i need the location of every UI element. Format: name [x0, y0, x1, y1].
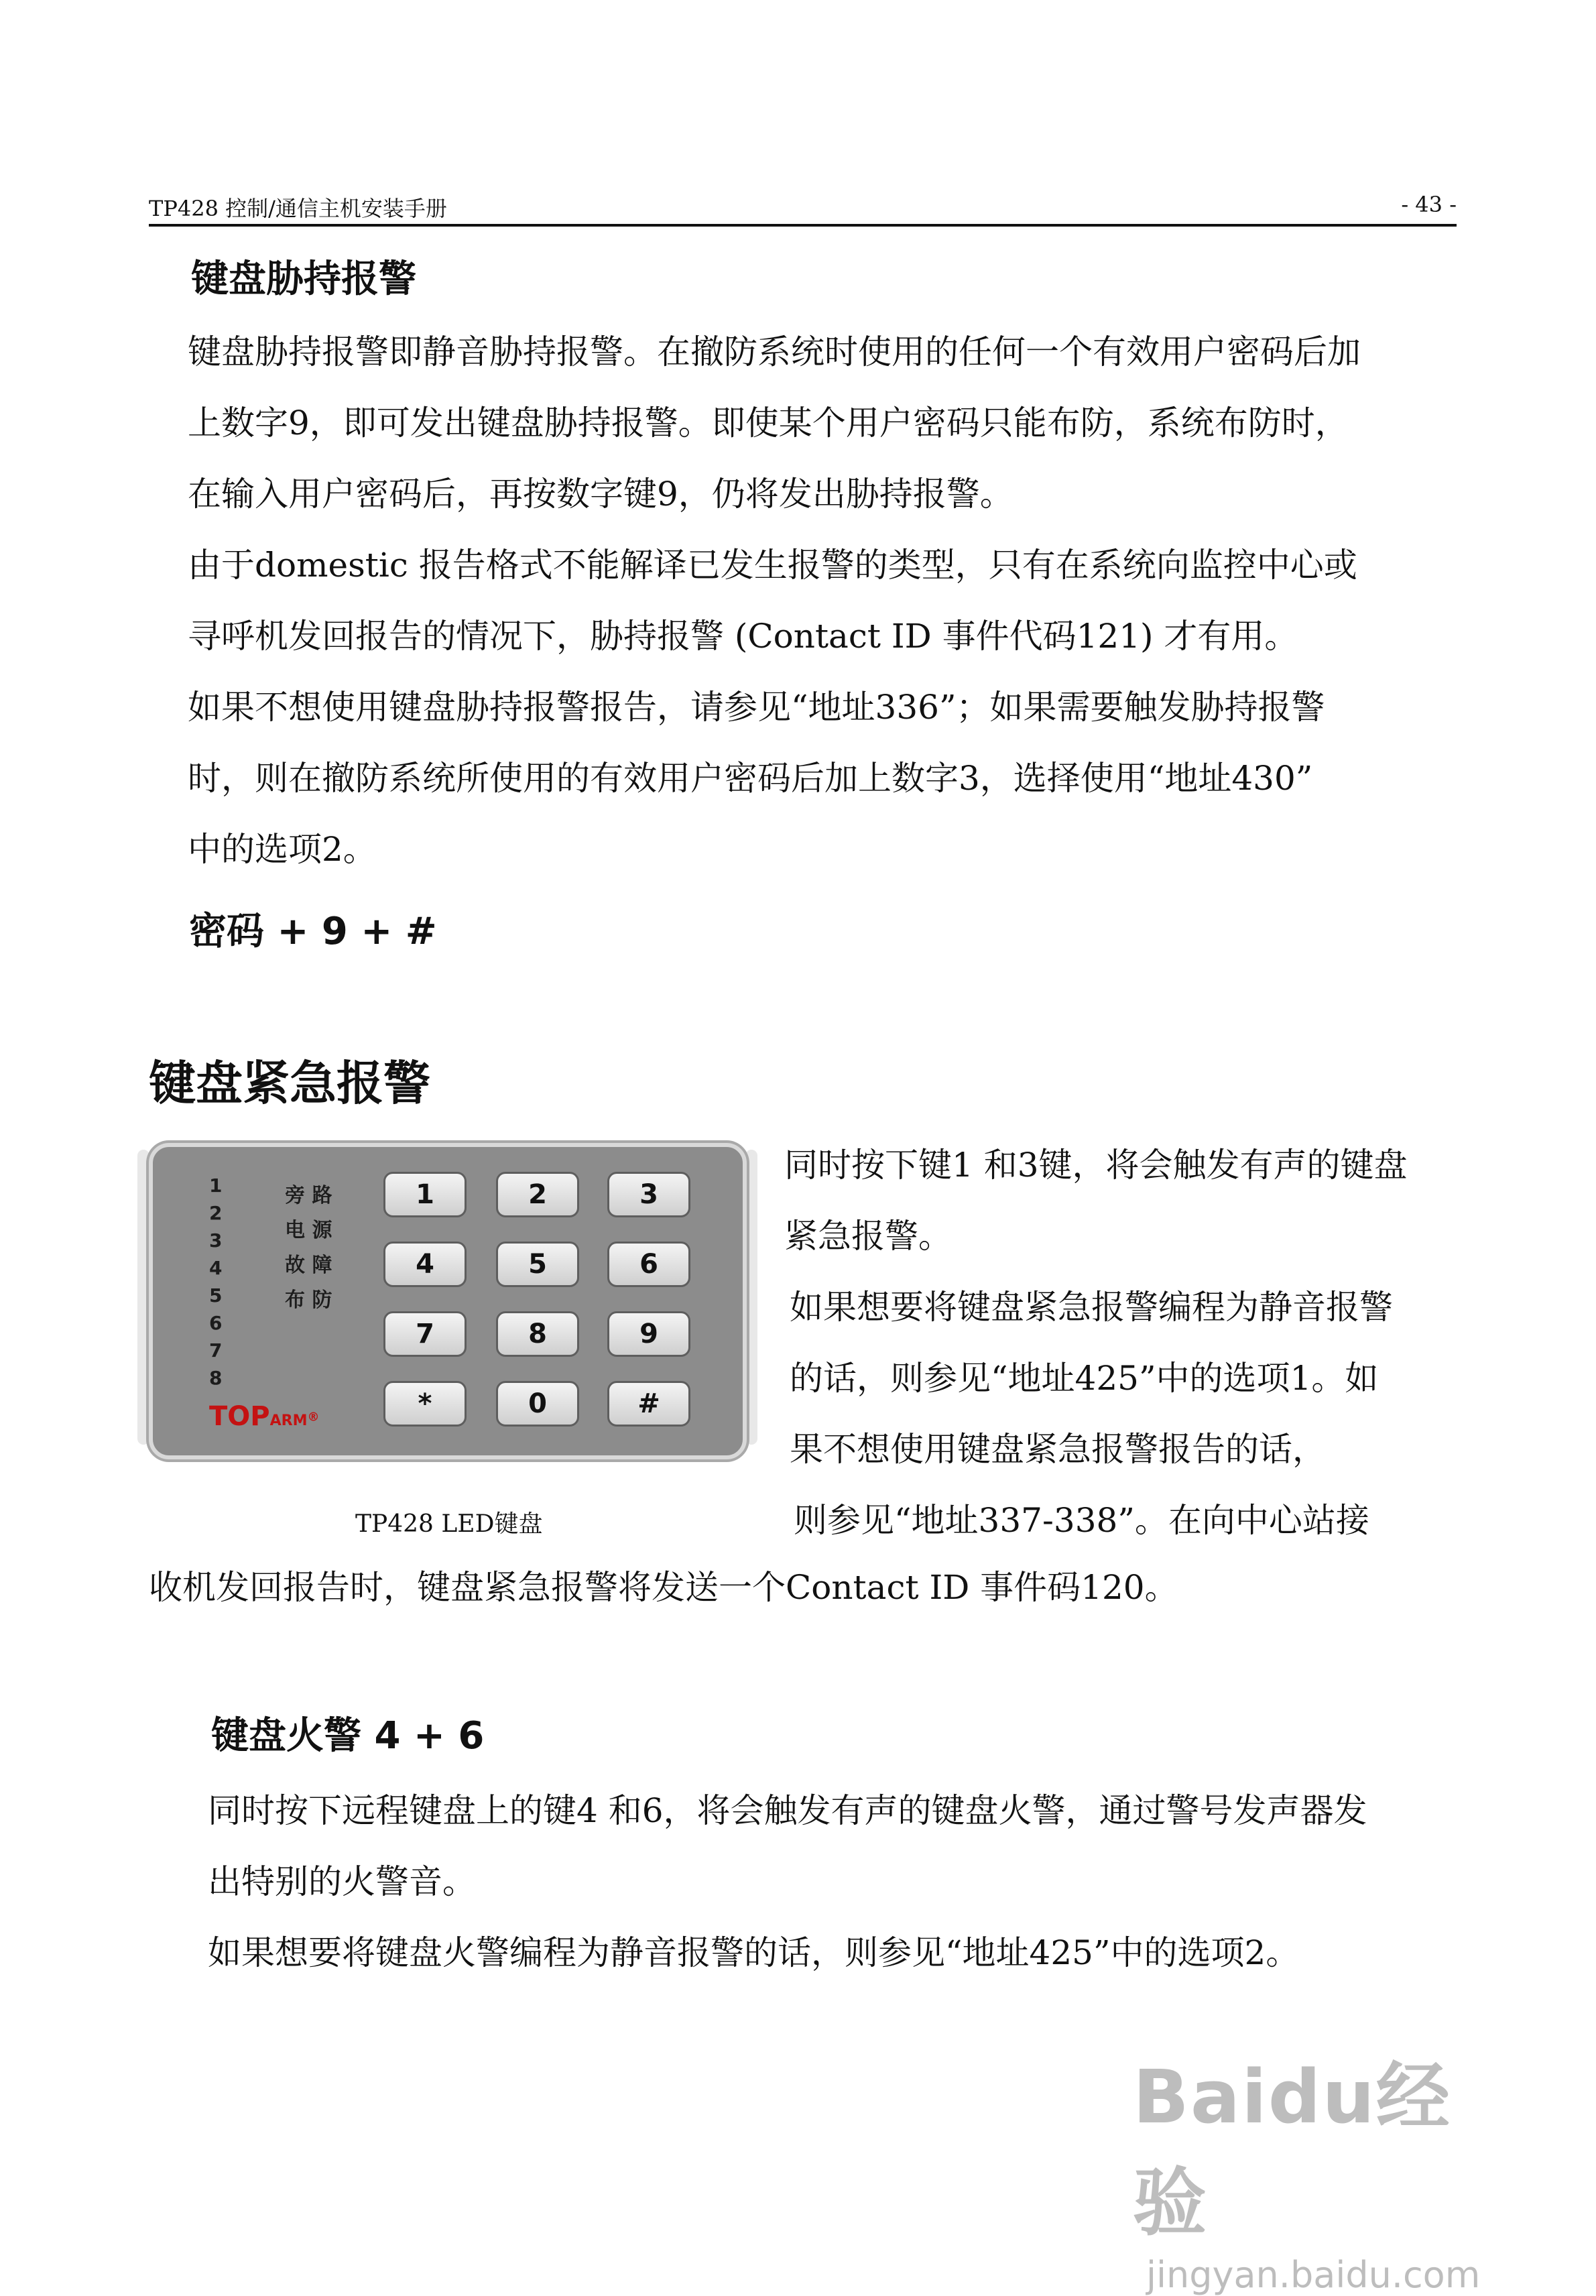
led-number: 2: [209, 1202, 223, 1224]
page-number: - 43 -: [1401, 192, 1457, 217]
panic-line: 如果想要将键盘紧急报警编程为静音报警: [790, 1288, 1393, 1327]
status-label-armed: 布 防: [285, 1288, 332, 1312]
led-number: 5: [209, 1284, 223, 1307]
panic-line: 同时按下键1 和3键，将会触发有声的键盘: [784, 1146, 1408, 1185]
status-label-trouble: 故 障: [285, 1254, 332, 1277]
panic-line: 紧急报警。: [784, 1217, 952, 1256]
keypad-edge-right: [745, 1150, 757, 1445]
brand-top: TOP: [209, 1401, 270, 1432]
brand-arm: ARM: [269, 1412, 308, 1429]
panic-heading: 键盘紧急报警: [149, 1056, 430, 1111]
fire-line: 同时按下远程键盘上的键4 和6，将会触发有声的键盘火警，通过警号发声器发: [208, 1791, 1367, 1830]
key-hash: #: [607, 1381, 690, 1427]
header-title: TP428 控制/通信主机安装手册: [149, 196, 447, 221]
keypad-caption: TP428 LED键盘: [355, 1510, 543, 1538]
header-divider: [149, 224, 1457, 227]
key-5: 5: [496, 1242, 579, 1287]
duress-line: 在输入用户密码后，再按数字键9，仍将发出胁持报警。: [188, 475, 1014, 513]
led-number: 6: [209, 1312, 223, 1334]
status-label-power: 电 源: [285, 1219, 332, 1242]
watermark-main: Baidu经验: [1133, 2054, 1451, 2246]
duress-line: 中的选项2。: [188, 830, 377, 869]
fire-line: 出特别的火警音。: [208, 1862, 476, 1901]
key-7: 7: [383, 1311, 467, 1357]
panic-paragraph: [784, 1130, 1408, 1556]
fire-line: 如果想要将键盘火警编程为静音报警的话，则参见“地址425”中的选项2。: [208, 1933, 1300, 1972]
duress-line: 上数字9，即可发出键盘胁持报警。即使某个用户密码只能布防，系统布防时，: [188, 404, 1349, 442]
baidu-watermark: [1133, 2038, 1508, 2296]
key-2: 2: [496, 1172, 579, 1217]
key-6: 6: [607, 1242, 690, 1287]
panic-line: 的话，则参见“地址425”中的选项1。如: [790, 1359, 1379, 1398]
led-number: 7: [209, 1339, 223, 1362]
key-8: 8: [496, 1311, 579, 1357]
panic-line-last: 收机发回报告时，键盘紧急报警将发送一个Contact ID 事件码120。: [149, 1568, 1178, 1607]
duress-line: 寻呼机发回报告的情况下，胁持报警 (Contact ID 事件代码121) 才有用。: [188, 617, 1298, 656]
key-3: 3: [607, 1172, 690, 1217]
fire-heading: 键盘火警 4 + 6: [211, 1714, 485, 1758]
brand-registered: ®: [307, 1410, 320, 1425]
key-1: 1: [383, 1172, 467, 1217]
key-0: 0: [496, 1381, 579, 1427]
duress-line: 由于domestic 报告格式不能解译已发生报警的类型，只有在系统向监控中心或: [188, 546, 1357, 585]
duress-code: 密码 + 9 + #: [189, 910, 437, 953]
duress-line: 如果不想使用键盘胁持报警报告，请参见“地址336”；如果需要触发胁持报警: [188, 688, 1325, 727]
key-4: 4: [383, 1242, 467, 1287]
led-number: 1: [209, 1174, 223, 1197]
keypad-edge-left: [137, 1150, 149, 1445]
led-number: 3: [209, 1229, 223, 1252]
panic-line: 果不想使用键盘紧急报警报告的话，: [790, 1430, 1326, 1469]
duress-line: 时，则在撤防系统所使用的有效用户密码后加上数字3，选择使用“地址430”: [188, 759, 1313, 798]
led-number: 8: [209, 1367, 223, 1389]
key-star: *: [383, 1381, 467, 1427]
duress-paragraph: [188, 316, 1361, 885]
panic-line: 则参见“地址337-338”。在向中心站接: [794, 1501, 1369, 1540]
watermark-sub: jingyan.baidu.com: [1146, 2254, 1481, 2296]
key-9: 9: [607, 1311, 690, 1357]
duress-heading: 键盘胁持报警: [191, 257, 416, 301]
fire-paragraph: [208, 1775, 1367, 1988]
led-number: 4: [209, 1257, 223, 1279]
keypad-brand-logo: [209, 1401, 319, 1432]
status-label-bypass: 旁 路: [285, 1184, 332, 1207]
duress-line: 键盘胁持报警即静音胁持报警。在撤防系统时使用的任何一个有效用户密码后加: [188, 333, 1361, 371]
